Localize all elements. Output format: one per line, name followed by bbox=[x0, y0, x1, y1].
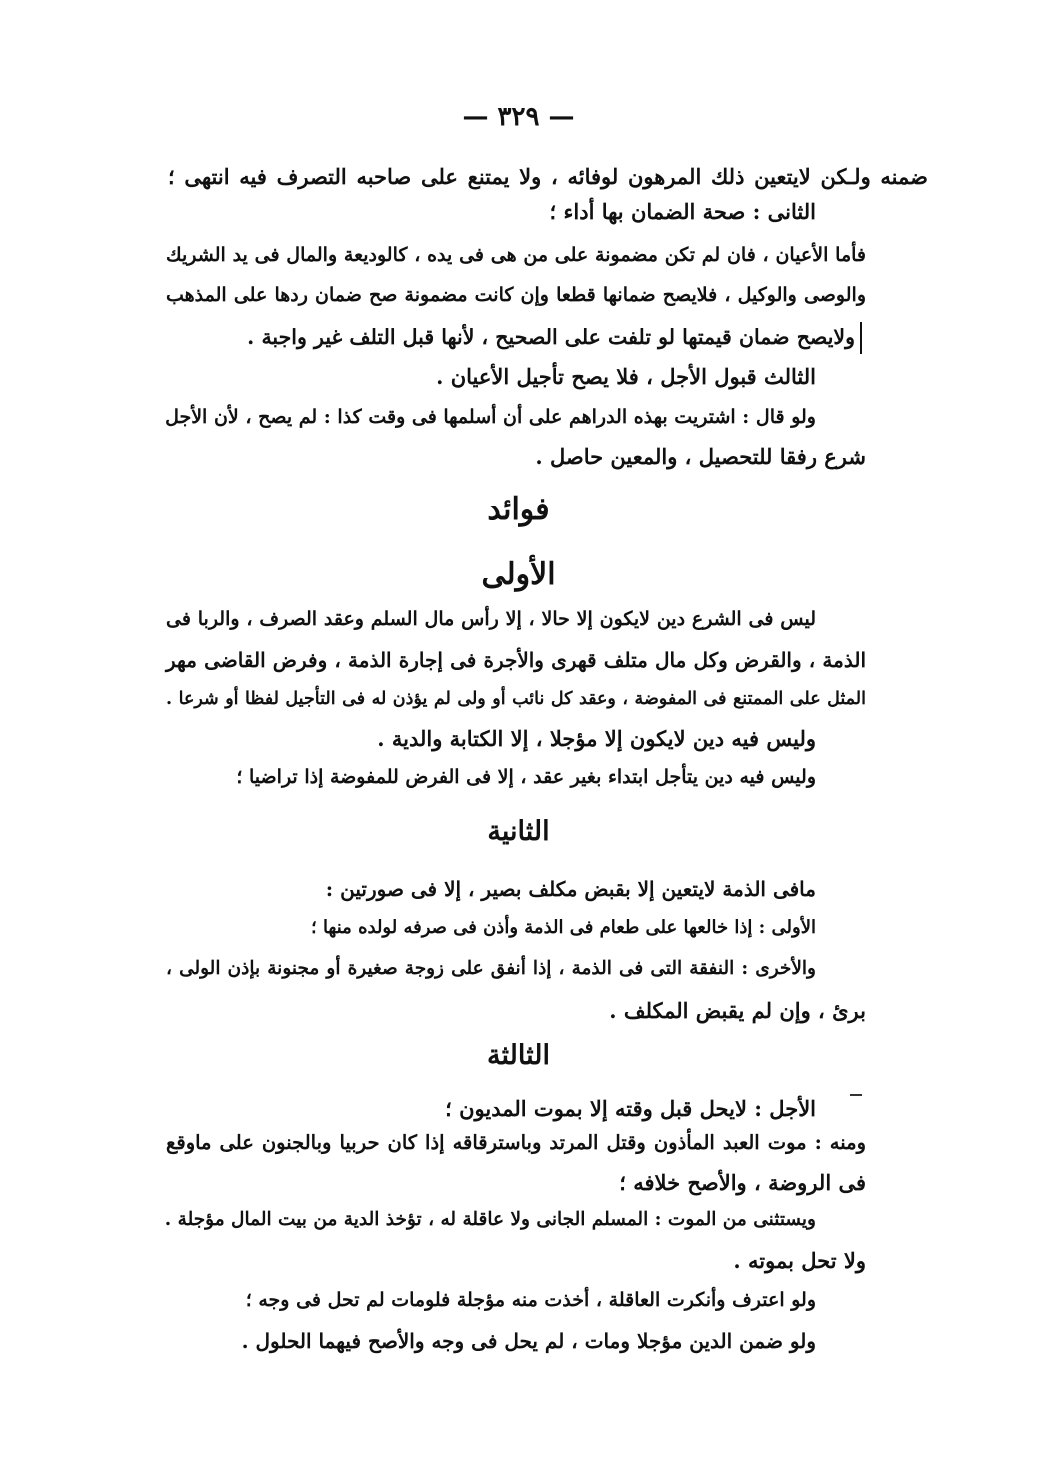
text-line: ضمنه ولـكن لايتعين ذلك المرهون لوفائه ، ولا يمتنع على صاحبه التصرف فيه انتهى ؛ bbox=[168, 164, 928, 189]
text-line: الثانى : صحة الضمان بها أداء ؛ bbox=[549, 199, 816, 224]
text-line: مافى الذمة لايتعين إلا بقبض مكلف بصير ، إلا فى صورتين : bbox=[325, 877, 816, 901]
text-line: ليس فى الشرع دين لايكون إلا حالا ، إلا رأس مال السلم وعقد الصرف ، والربا فى bbox=[166, 608, 816, 630]
text-line: الذمة ، والقرض وكل مال متلف قهرى والأجرة فى إجارة الذمة ، وفرض القاضى مهر bbox=[166, 648, 866, 672]
margin-bar bbox=[860, 322, 862, 354]
page-number: — ٣٢٩ — bbox=[462, 102, 575, 132]
section-heading: فوائد bbox=[487, 492, 550, 527]
text-line: برئ ، وإن لم يقبض المكلف . bbox=[609, 998, 866, 1023]
text-line: فأما الأعيان ، فان لم تكن مضمونة على من هى فى يده ، كالوديعة والمال فى يد الشريك bbox=[166, 244, 866, 266]
text-line: والأخرى : النفقة التى فى الذمة ، إذا أنفق على زوجة صغيرة أو مجنونة بإذن الولى ، bbox=[166, 958, 816, 979]
text-line: فى الروضة ، والأصح خلافه ؛ bbox=[619, 1170, 866, 1195]
text-line: الأولى : إذا خالعها على طعام فى الذمة وأذن فى صرفه لولده منها ؛ bbox=[310, 917, 816, 938]
text-line: ومنه : موت العبد المأذون وقتل المرتد وباسترقاقه إذا كان حربيا وبالجنون على ماوقع bbox=[166, 1131, 866, 1154]
text-line: شرع رفقا للتحصيل ، والمعين حاصل . bbox=[535, 444, 866, 469]
text-line: ولايصح ضمان قيمتها لو تلفت على الصحيح ، لأنها قبل التلف غير واجبة . bbox=[247, 325, 855, 349]
text-line: ولو اعترف وأنكرت العاقلة ، أخذت منه مؤجلة فلومات لم تحل فى وجه ؛ bbox=[245, 1289, 816, 1311]
text-line: ولا تحل بموته . bbox=[733, 1248, 866, 1273]
margin-mark bbox=[850, 1094, 862, 1096]
text-line: ولو ضمن الدين مؤجلا ومات ، لم يحل فى وجه والأصح فيهما الحلول . bbox=[241, 1329, 816, 1353]
text-line: الثالث قبول الأجل ، فلا يصح تأجيل الأعيان . bbox=[436, 364, 816, 389]
text-line: والوصى والوكيل ، فلايصح ضمانها قطعا وإن كانت مضمونة صح ضمان ردها على المذهب bbox=[166, 284, 866, 306]
section-heading: الأولى bbox=[481, 557, 556, 592]
text-line: ويستثنى من الموت : المسلم الجانى ولا عاقلة له ، تؤخذ الدية من بيت المال مؤجلة . bbox=[164, 1209, 816, 1230]
section-heading: الثالثة bbox=[487, 1040, 550, 1071]
text-line: المثل على الممتنع فى المفوضة ، وعقد كل نائب أو ولى لم يؤذن له فى التأجيل لفظا أو شرعا . bbox=[166, 689, 866, 709]
text-line: وليس فيه دين يتأجل ابتداء بغير عقد ، إلا فى الفرض للمفوضة إذا تراضيا ؛ bbox=[236, 766, 816, 788]
text-line: وليس فيه دين لايكون إلا مؤجلا ، إلا الكتابة والدية . bbox=[377, 726, 816, 751]
text-line: ولو قال : اشتريت بهذه الدراهم على أن أسلمها فى وقت كذا : لم يصح ، لأن الأجل bbox=[165, 406, 816, 428]
section-heading: الثانية bbox=[487, 816, 550, 847]
text-line: الأجل : لايحل قبل وقته إلا بموت المديون ؛ bbox=[445, 1096, 816, 1121]
